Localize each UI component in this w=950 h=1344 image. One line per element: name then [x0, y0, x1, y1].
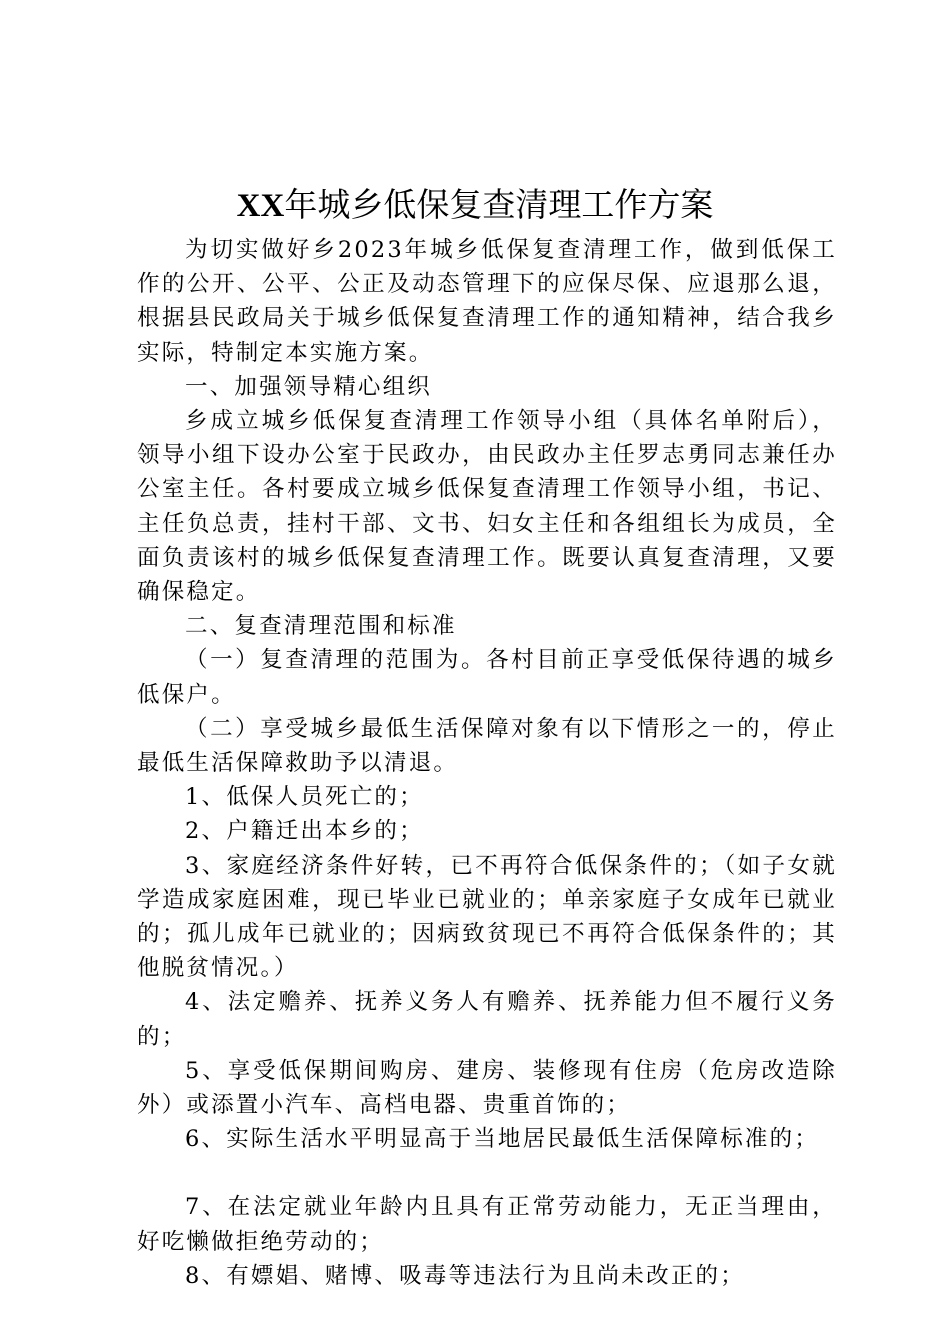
list-item: 7、在法定就业年龄内且具有正常劳动能力，无正当理由，好吃懒做拒绝劳动的；	[137, 1194, 837, 1255]
list-item: 1、低保人员死亡的；	[185, 784, 424, 811]
scope-paragraph-2: （二）享受城乡最低生活保障对象有以下情形之一的，停止最低生活保障救助予以清退。	[137, 715, 837, 777]
section-heading-leadership: 一、加强领导精心组织	[185, 373, 433, 400]
list-item: 5、享受低保期间购房、建房、装修现有住房（危房改造除外）或添置小汽车、高档电器、贵重首饰的；	[137, 1057, 837, 1119]
blank-line	[137, 1156, 837, 1190]
document-body	[137, 233, 837, 1293]
title-prefix: XX	[236, 188, 285, 224]
list-item: 2、户籍迁出本乡的；	[185, 818, 424, 845]
list-item: 6、实际生活水平明显高于当地居民最低生活保障标准的；	[185, 1126, 820, 1153]
leadership-paragraph: 乡成立城乡低保复查清理工作领导小组（具体名单附后），领导小组下设办公室于民政办，由民政办主任罗志勇同志兼任办公室主任。各村要成立城乡低保复查清理工作领导小组，书记、主任负总责，挂村干部、文书、妇女主任和各组组长为成员，全面负责该村的城乡低保复查清理工作。既要认真复查清理，又要确保稳定。	[137, 408, 837, 606]
intro-paragraph: 为切实做好乡2023年城乡低保复查清理工作，做到低保工作的公开、公平、公正及动态管理下的应保尽保、应退那么退，根据县民政局关于城乡低保复查清理工作的通知精神，结合我乡实际，特制定本实施方案。	[137, 237, 837, 366]
title-text: 年城乡低保复查清理工作方案	[284, 185, 714, 224]
section-heading-scope: 二、复查清理范围和标准	[185, 613, 457, 640]
list-item: 8、有嫖娼、赌博、吸毒等违法行为且尚未改正的；	[185, 1262, 745, 1289]
document-title	[0, 183, 950, 228]
list-item: 3、家庭经济条件好转，已不再符合低保条件的；（如子女就学造成家庭困难，现已毕业已就业的；单亲家庭子女成年已就业的；孤儿成年已就业的；因病致贫现已不再符合低保条件的；其他脱贫情况。）	[137, 852, 837, 982]
list-item: 4、法定赡养、抚养义务人有赡养、抚养能力但不履行义务的；	[137, 989, 837, 1050]
scope-paragraph-1: （一）复查清理的范围为。各村目前正享受低保待遇的城乡低保户。	[137, 647, 837, 708]
